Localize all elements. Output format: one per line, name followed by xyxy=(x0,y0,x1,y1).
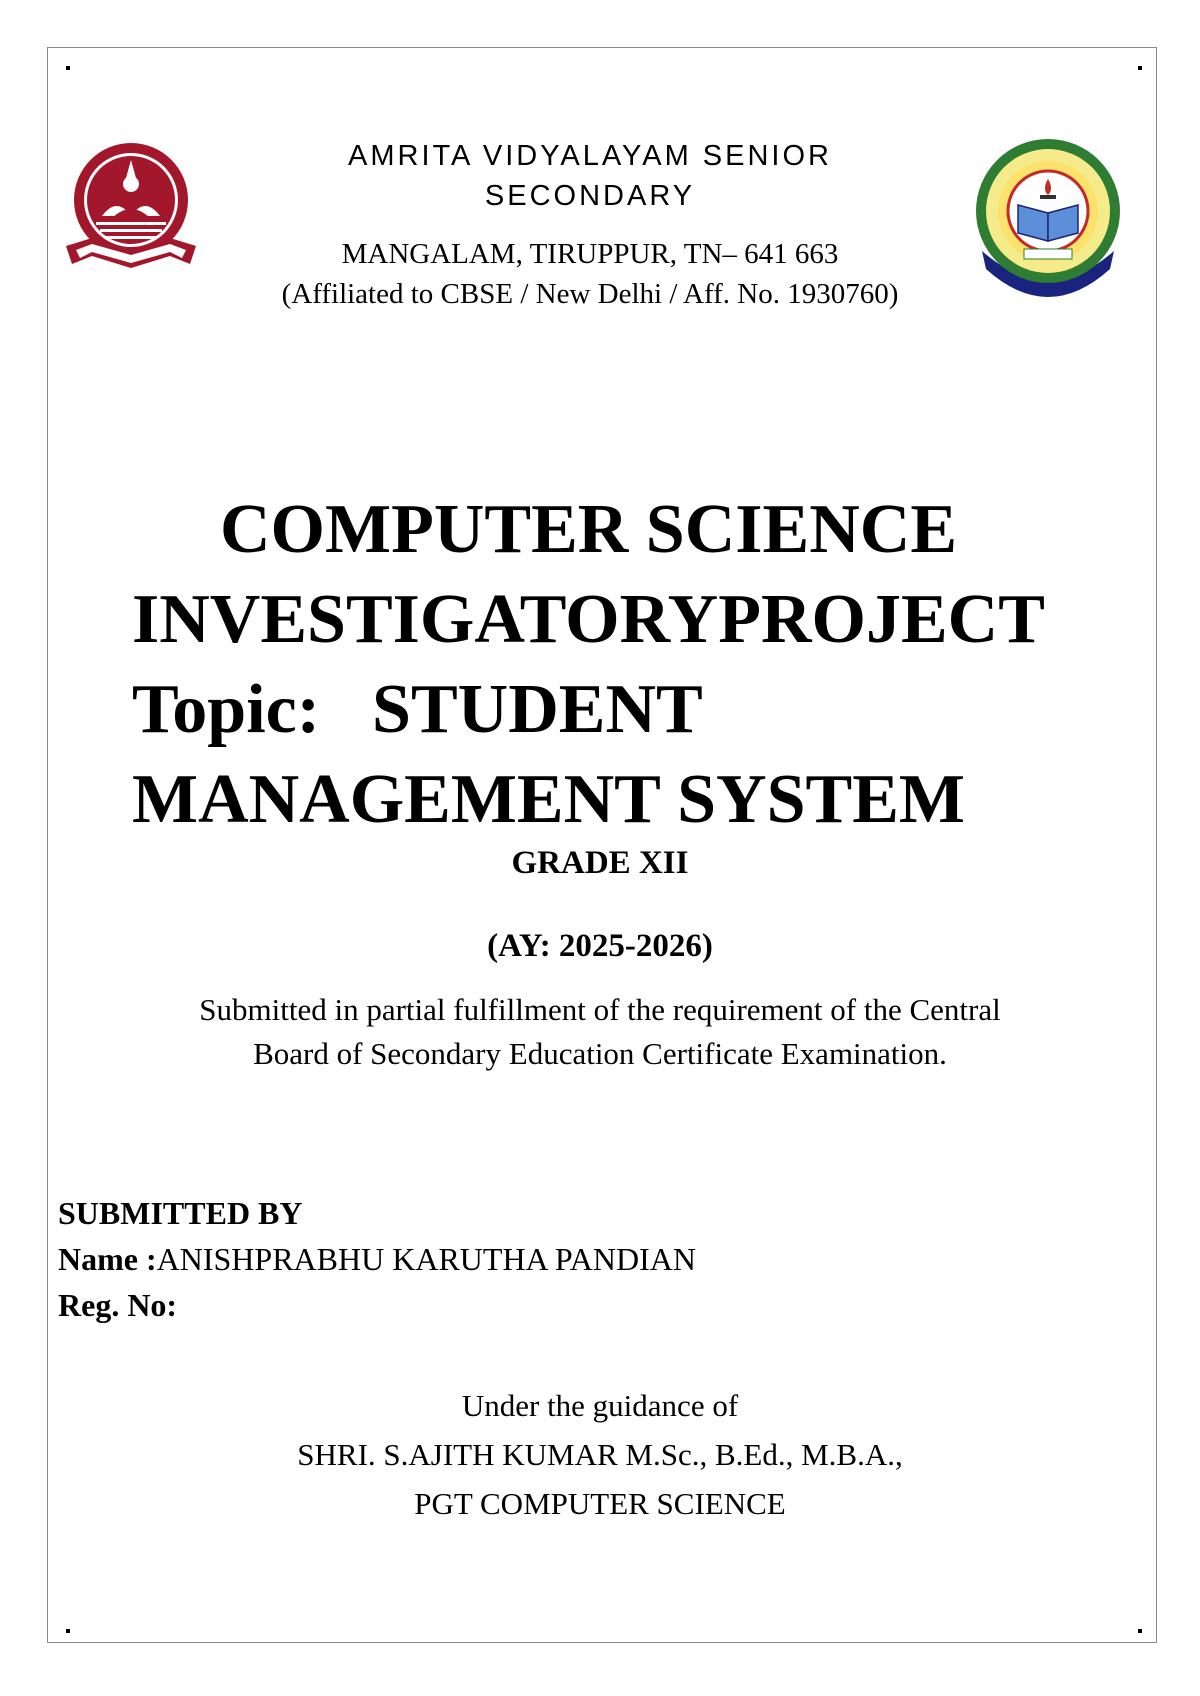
project-title xyxy=(132,485,1142,845)
title-line-1: COMPUTER SCIENCE xyxy=(220,491,958,568)
name-row xyxy=(58,1236,696,1282)
reg-row xyxy=(58,1282,696,1328)
school-address: MANGALAM, TIRUPPUR, TN– 641 663 xyxy=(341,238,839,270)
submitted-by-heading: SUBMITTED BY xyxy=(58,1195,303,1231)
guide-designation: PGT COMPUTER SCIENCE xyxy=(414,1486,786,1521)
academic-year: (AY: 2025-2026) xyxy=(487,928,713,964)
submission-note-line2: Board of Secondary Education Certificate Examination. xyxy=(253,1036,947,1071)
school-name-line2: SECONDARY xyxy=(484,180,696,212)
school-name xyxy=(290,136,890,216)
name-value: ANISHPRABHU KARUTHA PANDIAN xyxy=(156,1241,696,1277)
title-line-2: INVESTIGATORYPROJECT xyxy=(132,581,1045,658)
amrita-vidyalayam-emblem-icon xyxy=(62,138,200,278)
school-affiliation: (Affiliated to CBSE / New Delhi / Aff. No. 1930760) xyxy=(281,278,899,310)
corner-dot-bottom-right xyxy=(1138,1629,1142,1633)
topic-label: Topic: xyxy=(132,671,321,748)
guidance-intro: Under the guidance of xyxy=(461,1388,739,1423)
corner-dot-top-left xyxy=(66,66,70,70)
title-line-4: MANAGEMENT SYSTEM xyxy=(132,761,965,838)
topic-word: STUDENT xyxy=(372,671,703,748)
submitted-by-block xyxy=(58,1190,696,1328)
school-name-line1: AMRITA VIDYALAYAM SENIOR xyxy=(348,140,832,172)
submission-note-line1: Submitted in partial fulfillment of the requirement of the Central xyxy=(199,992,1001,1027)
title-topic-line xyxy=(132,665,1142,755)
reg-label: Reg. No: xyxy=(58,1287,178,1323)
corner-dot-bottom-left xyxy=(66,1629,70,1633)
grade-label: GRADE XII xyxy=(511,845,689,881)
cbse-seal-icon xyxy=(968,133,1128,311)
name-label: Name : xyxy=(58,1241,157,1277)
corner-dot-top-right xyxy=(1138,66,1142,70)
guide-name: SHRI. S.AJITH KUMAR M.Sc., B.Ed., M.B.A., xyxy=(297,1437,903,1472)
submission-note xyxy=(100,988,1100,1076)
